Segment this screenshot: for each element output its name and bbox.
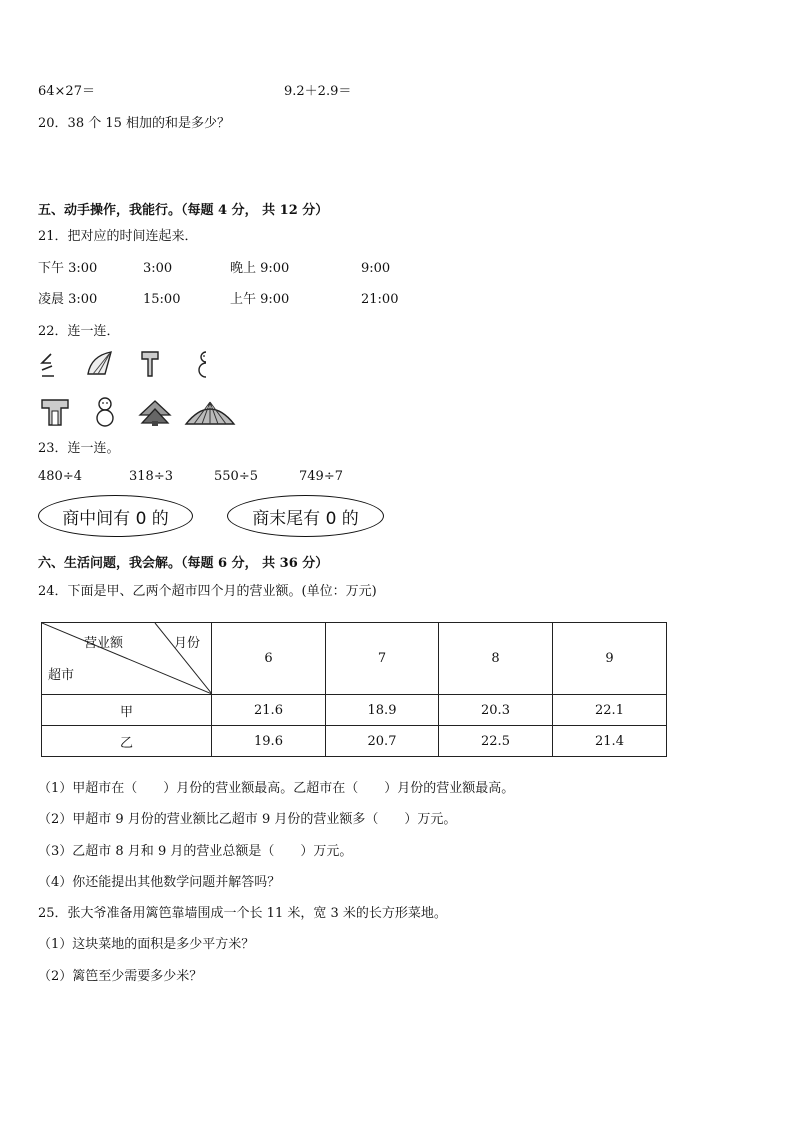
q21-text: 21．把对应的时间连起来． [38, 229, 198, 244]
q25-text: 25．张大爷准备用篱笆靠墙围成一个长 11 米，宽 3 米的长方形菜地。 [38, 906, 447, 921]
q23-expr-4: 749÷7 [299, 469, 343, 484]
value-cell: 21.4 [553, 726, 667, 757]
table-row [42, 726, 667, 757]
store-name: 乙 [42, 726, 212, 757]
section-6-title: 六、生活问题，我会解。（每题 6 分， 共 36 分） [38, 556, 329, 571]
value-cell: 20.3 [439, 695, 553, 726]
value-cell: 22.1 [553, 695, 667, 726]
q24-sub-4: （4）你还能提出其他数学问题并解答吗？ [38, 875, 281, 890]
section-5-title: 五、动手操作，我能行。（每题 4 分， 共 12 分） [38, 203, 329, 218]
oval-end-zero: 商末尾有 0 的 [227, 495, 384, 537]
umbrella-icon [184, 400, 236, 426]
q24-sub-1: （1）甲超市在（ ）月份的营业额最高。乙超市在（ ）月份的营业额最高。 [38, 781, 515, 796]
half-snowman-icon [196, 350, 212, 380]
snowman-icon [94, 396, 116, 428]
q19-expr-1: 64×27＝ [38, 84, 95, 99]
q23-expr-3: 550÷5 [214, 469, 258, 484]
value-cell: 22.5 [439, 726, 553, 757]
table-diagonal-header [42, 623, 212, 695]
q21-row2-c: 上午 9:00 [230, 292, 290, 307]
value-cell: 20.7 [326, 726, 439, 757]
q20-text: 20．38 个 15 相加的和是多少？ [38, 116, 231, 131]
header-month: 月份 [174, 636, 201, 651]
q21-row1-a: 下午 3:00 [38, 261, 98, 276]
q24-sub-3: （3）乙超市 8 月和 9 月的营业总额是（ ）万元。 [38, 844, 353, 859]
q23-expr-1: 480÷4 [38, 469, 82, 484]
q21-row1-b: 3:00 [143, 261, 173, 276]
header-revenue: 营业额 [84, 636, 124, 651]
tree-icon [138, 399, 172, 427]
q25-sub-1: （1）这块菜地的面积是多少平方米？ [38, 937, 255, 952]
q23-text: 23．连一连。 [38, 441, 120, 456]
q22-text: 22．连一连． [38, 324, 120, 339]
q21-row2-a: 凌晨 3:00 [38, 292, 98, 307]
q21-row1-c: 晚上 9:00 [230, 261, 290, 276]
table-icon [40, 397, 70, 427]
value-cell: 19.6 [212, 726, 326, 757]
q23-expr-2: 318÷3 [129, 469, 173, 484]
month-cell: 6 [212, 623, 326, 695]
q25-sub-2: （2）篱笆至少需要多少米？ [38, 969, 203, 984]
value-cell: 18.9 [326, 695, 439, 726]
month-cell: 7 [326, 623, 439, 695]
month-cell: 8 [439, 623, 553, 695]
month-cell: 9 [553, 623, 667, 695]
value-cell: 21.6 [212, 695, 326, 726]
q21-row1-d: 9:00 [361, 261, 391, 276]
half-table-icon [140, 350, 162, 378]
sales-table [41, 622, 667, 757]
partial-hat-shape-icon [38, 352, 60, 378]
q24-text: 24．下面是甲、乙两个超市四个月的营业额。(单位：万元) [38, 584, 377, 599]
q24-sub-2: （2）甲超市 9 月份的营业额比乙超市 9 月份的营业额多（ ）万元。 [38, 812, 457, 827]
oval-middle-zero: 商中间有 0 的 [38, 495, 193, 537]
store-name: 甲 [42, 695, 212, 726]
q21-row2-d: 21:00 [361, 292, 399, 307]
table-row [42, 695, 667, 726]
half-umbrella-icon [85, 350, 115, 378]
q19-expr-2: 9.2＋2.9＝ [284, 84, 352, 99]
header-store: 超市 [48, 668, 75, 683]
diagonal-lines [42, 623, 212, 694]
q21-row2-b: 15:00 [143, 292, 181, 307]
